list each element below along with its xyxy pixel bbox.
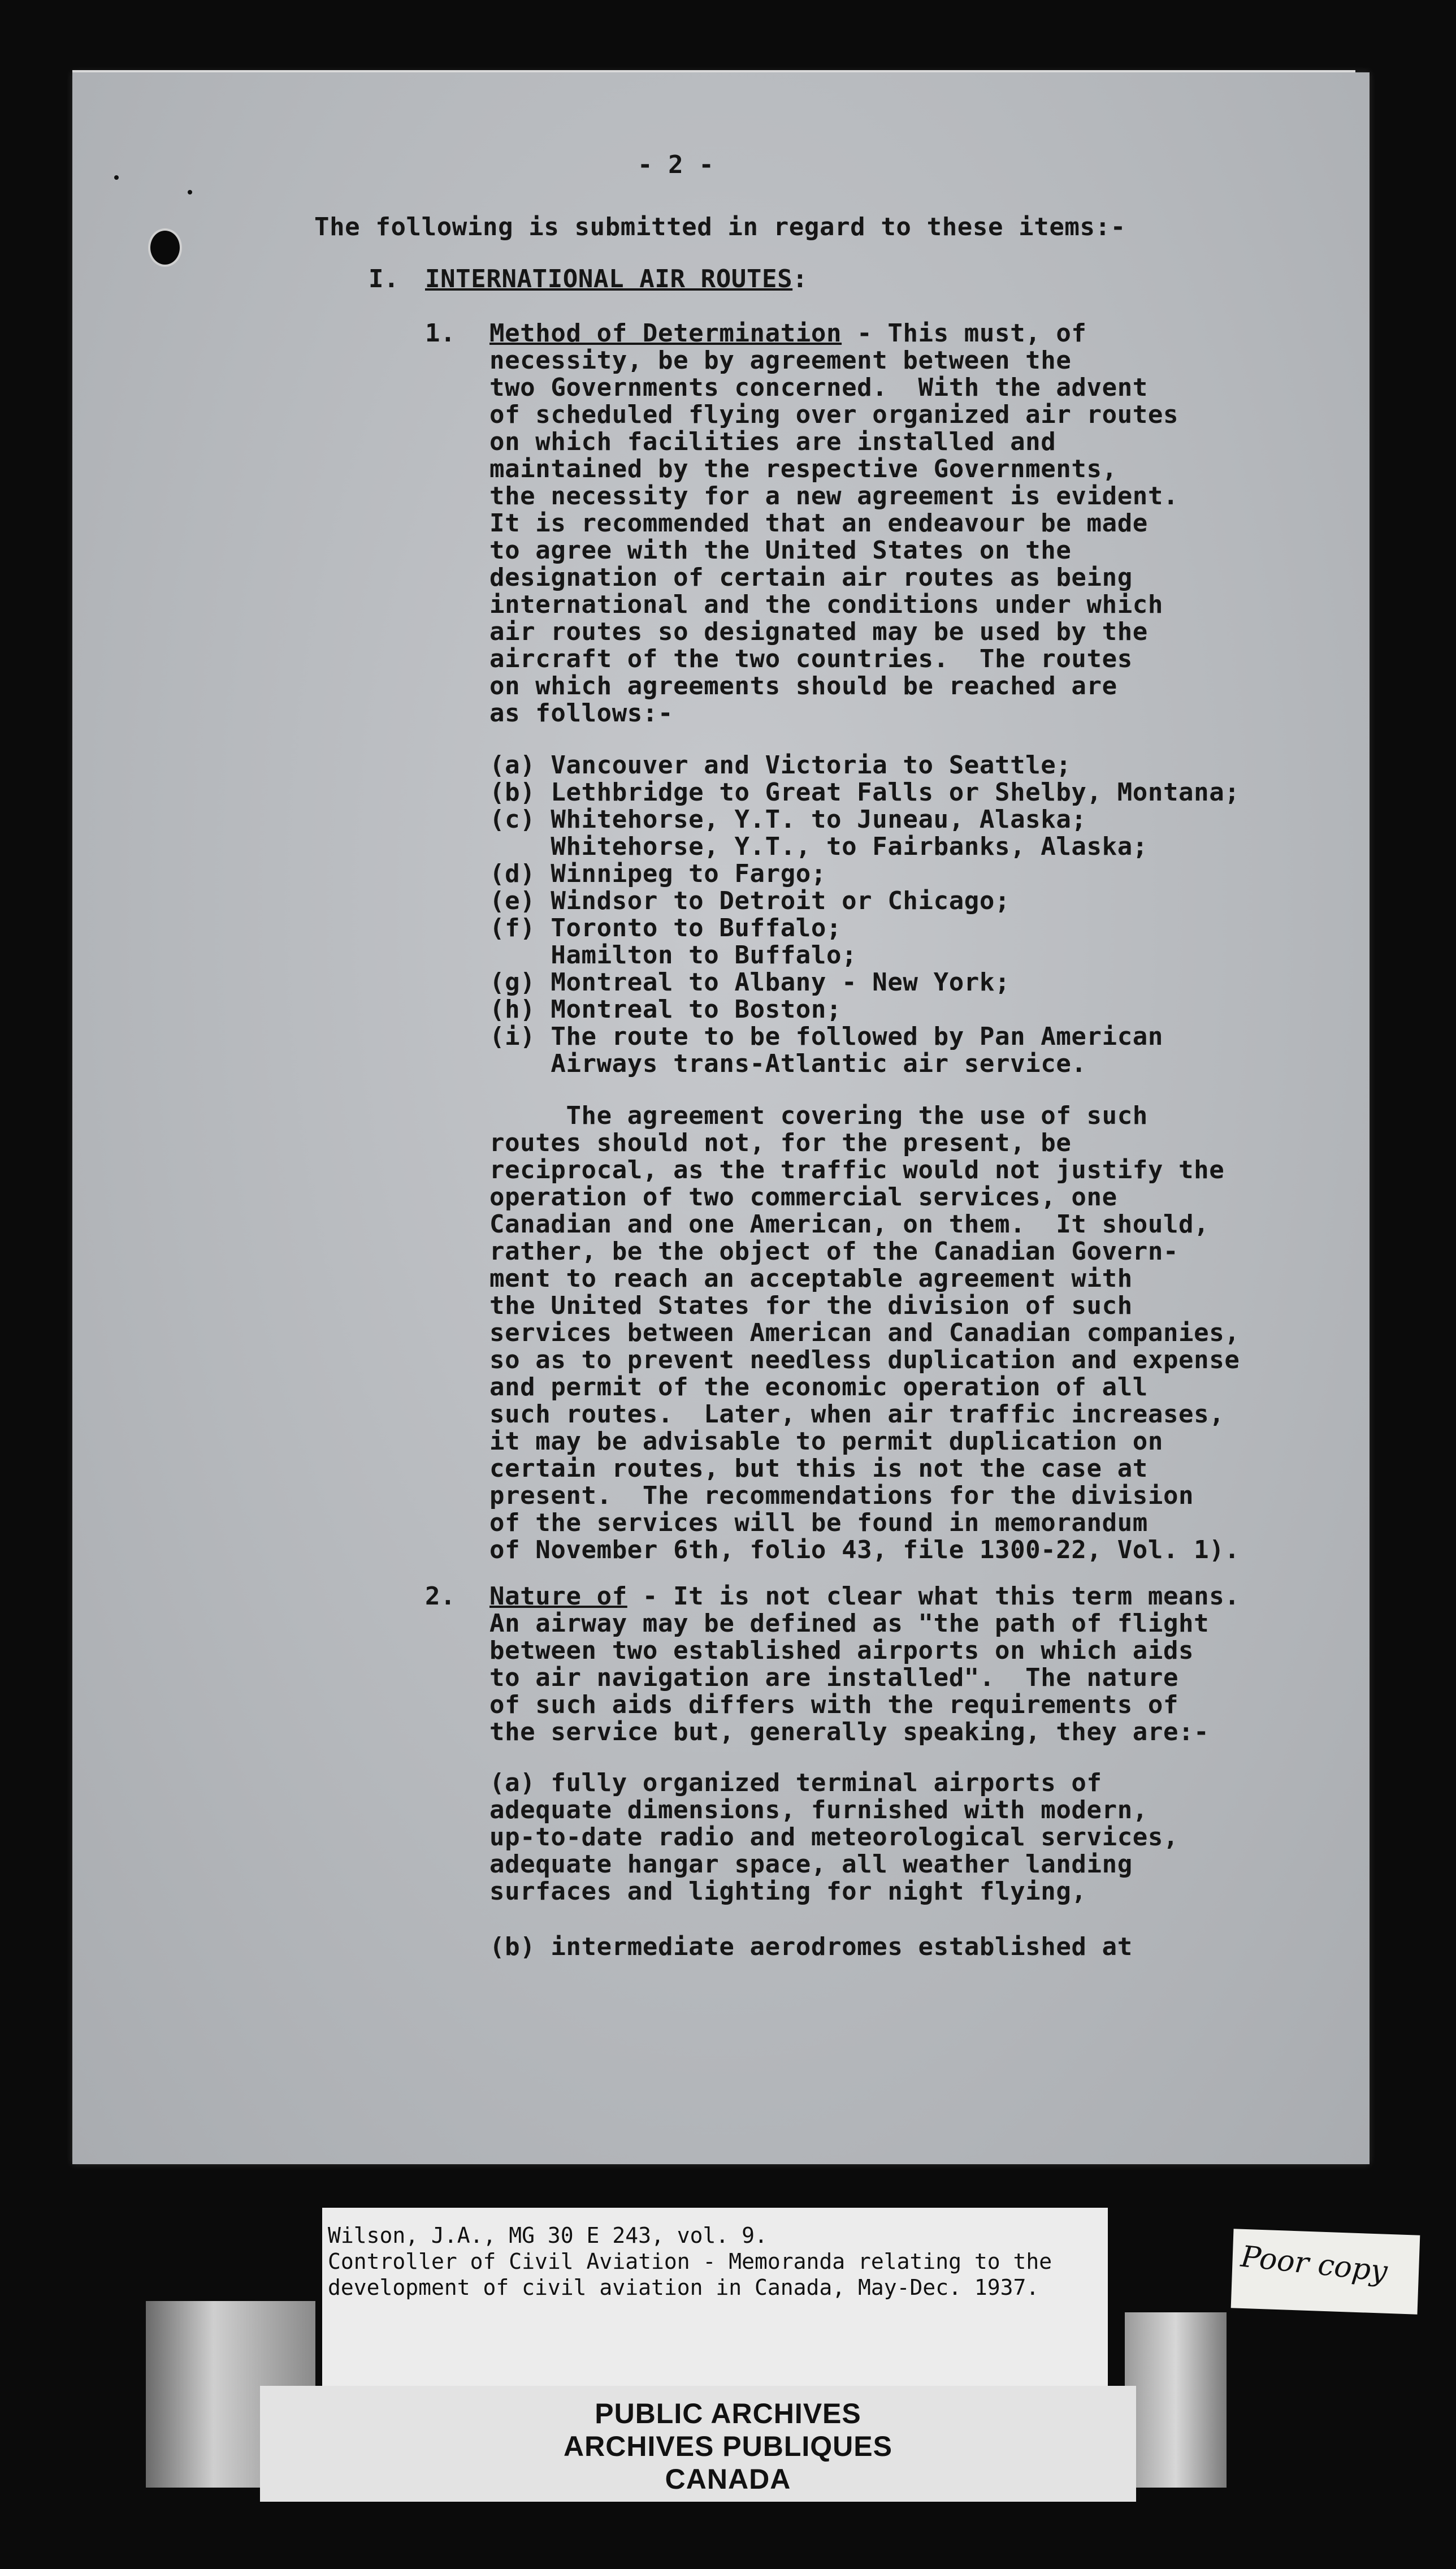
archive-label-line: Wilson, J.A., MG 30 E 243, vol. 9. [328, 2223, 768, 2248]
paragraph-line: so as to prevent needless duplication and expense [489, 1346, 1240, 1374]
aid-line: surfaces and lighting for night flying, [489, 1877, 1087, 1906]
aid-line: (b) intermediate aerodromes established at [489, 1932, 1133, 1961]
paragraph-line: reciprocal, as the traffic would not justify the [489, 1156, 1225, 1184]
speck [114, 175, 119, 180]
archive-stamp-line: ARCHIVES PUBLIQUES [564, 2430, 892, 2462]
aid-line: up-to-date radio and meteorological services, [489, 1823, 1179, 1852]
route-item: (f) Toronto to Buffalo; [489, 914, 842, 942]
paragraph-line: routes should not, for the present, be [489, 1128, 1072, 1157]
route-item: Airways trans-Atlantic air service. [489, 1049, 1087, 1078]
item2-line: of such aids differs with the requirements of [489, 1690, 1179, 1719]
item1-line: to agree with the United States on the [489, 536, 1072, 565]
item1-line: as follows:- [489, 699, 674, 728]
handwritten-note: Poor copy [1239, 2239, 1389, 2289]
item2-line: the service but, generally speaking, they are:- [489, 1718, 1210, 1746]
paragraph-line: of November 6th, folio 43, file 1300-22, Vol. 1). [489, 1536, 1240, 1564]
route-item: Hamilton to Buffalo; [489, 941, 857, 970]
route-item: (i) The route to be followed by Pan American [489, 1022, 1163, 1051]
paragraph-line: the United States for the division of such [489, 1291, 1133, 1320]
item2-number: 2. [425, 1582, 456, 1611]
archive-stamp-line: PUBLIC ARCHIVES [595, 2398, 861, 2429]
item1-line: aircraft of the two countries. The routes [489, 645, 1133, 673]
item1-line: two Governments concerned. With the advent [489, 373, 1148, 402]
item1-line: maintained by the respective Governments, [489, 455, 1117, 483]
route-item: (c) Whitehorse, Y.T. to Juneau, Alaska; [489, 805, 1087, 834]
aid-line: adequate dimensions, furnished with modern, [489, 1796, 1148, 1824]
item1-line: - This must, of [842, 319, 1087, 348]
paragraph-line: such routes. Later, when air traffic increases, [489, 1400, 1225, 1429]
item1-line: air routes so designated may be used by the [489, 617, 1148, 646]
paragraph-line: it may be advisable to permit duplication on [489, 1427, 1163, 1456]
section-heading [425, 266, 808, 293]
item1-line: the necessity for a new agreement is evident. [489, 482, 1179, 511]
paragraph-line: present. The recommendations for the division [489, 1481, 1194, 1510]
item1-line: international and the conditions under which [489, 590, 1163, 619]
paragraph-line: and permit of the economic operation of all [489, 1373, 1148, 1402]
section-title: INTERNATIONAL AIR ROUTES [425, 265, 793, 293]
item2-line: to air navigation are installed". The nature [489, 1663, 1179, 1692]
route-item: Whitehorse, Y.T., to Fairbanks, Alaska; [489, 832, 1148, 861]
item1-first-line [489, 320, 1087, 347]
item1-line: designation of certain air routes as being [489, 563, 1133, 592]
archive-label-line: development of civil aviation in Canada, May-Dec. 1937. [328, 2275, 1039, 2300]
archive-stamp-line: CANADA [665, 2463, 791, 2495]
item1-title: Method of Determination [489, 319, 842, 348]
paragraph-line: The agreement covering the use of such [489, 1101, 1148, 1130]
archive-label-line: Controller of Civil Aviation - Memoranda relating to the [328, 2249, 1052, 2274]
item2-title: Nature of [489, 1582, 627, 1611]
route-item: (g) Montreal to Albany - New York; [489, 968, 1011, 997]
section-number: I. [369, 265, 400, 293]
paragraph-line: ment to reach an acceptable agreement with [489, 1264, 1133, 1293]
item2-line: - It is not clear what this term means. [627, 1582, 1240, 1611]
item1-line: on which agreements should be reached are [489, 672, 1117, 700]
paragraph-line: of the services will be found in memorandum [489, 1508, 1148, 1537]
section-colon: : [792, 265, 808, 293]
item2-line: between two established airports on which aids [489, 1636, 1194, 1665]
item2-first-line [489, 1583, 1240, 1610]
item1-line: necessity, be by agreement between the [489, 346, 1072, 375]
item2-line: An airway may be defined as "the path of flight [489, 1609, 1210, 1638]
item1-number: 1. [425, 319, 456, 348]
paragraph-line: certain routes, but this is not the case at [489, 1454, 1148, 1483]
paragraph-line: rather, be the object of the Canadian Govern- [489, 1237, 1179, 1266]
paragraph-line: operation of two commercial services, one [489, 1183, 1117, 1212]
punch-hole [148, 228, 182, 267]
route-item: (b) Lethbridge to Great Falls or Shelby, Montana; [489, 778, 1240, 807]
route-item: (e) Windsor to Detroit or Chicago; [489, 886, 1011, 915]
aid-line: (a) fully organized terminal airports of [489, 1768, 1102, 1797]
route-item: (d) Winnipeg to Fargo; [489, 859, 826, 888]
item1-line: of scheduled flying over organized air routes [489, 400, 1179, 429]
item1-line: on which facilities are installed and [489, 427, 1056, 456]
route-item: (h) Montreal to Boston; [489, 995, 842, 1024]
page-number: - 2 - [638, 150, 714, 179]
aid-line: adequate hangar space, all weather landing [489, 1850, 1133, 1879]
route-item: (a) Vancouver and Victoria to Seattle; [489, 751, 1072, 780]
item1-line: It is recommended that an endeavour be made [489, 509, 1148, 538]
speck [188, 190, 192, 194]
paragraph-line: Canadian and one American, on them. It should, [489, 1210, 1210, 1239]
paragraph-line: services between American and Canadian companies, [489, 1318, 1240, 1347]
intro-line: The following is submitted in regard to these items:- [314, 213, 1126, 241]
